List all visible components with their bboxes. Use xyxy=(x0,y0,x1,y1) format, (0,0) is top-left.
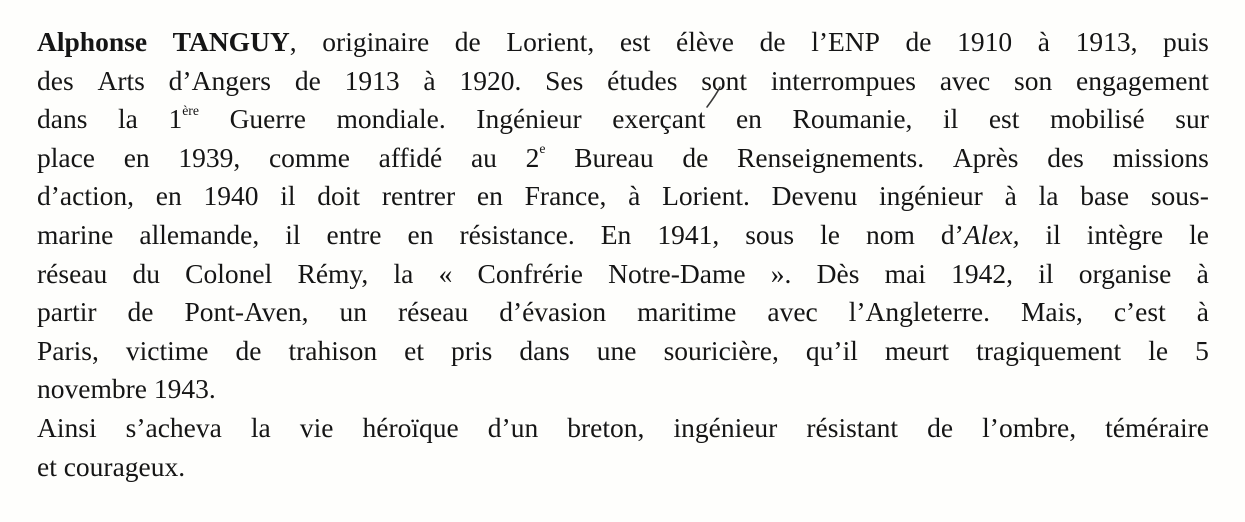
word: de xyxy=(235,334,262,366)
word: 1920. xyxy=(459,64,522,96)
word: meurt xyxy=(884,334,950,366)
text-line-9 xyxy=(37,332,1209,371)
word: mobilisé xyxy=(1049,103,1145,135)
word: breton, xyxy=(567,411,645,443)
word: à xyxy=(1196,257,1209,289)
word: base xyxy=(1080,180,1130,212)
author-last-name-group: TANGUY, xyxy=(172,26,297,57)
conclusion-line-1 xyxy=(37,409,1209,448)
word: est xyxy=(988,103,1020,135)
text-line-2 xyxy=(37,62,1209,101)
word: l’Angleterre. xyxy=(848,296,990,328)
word: souricière, xyxy=(663,334,779,366)
word: au xyxy=(470,141,497,173)
word: 1939, xyxy=(178,141,241,173)
word: 1941, xyxy=(657,218,720,250)
word: des xyxy=(37,64,74,96)
word: missions xyxy=(1112,141,1209,173)
word: de xyxy=(759,26,786,57)
word: rentrer xyxy=(381,180,456,212)
word: il xyxy=(280,180,296,212)
ordinal-second: 2e xyxy=(525,141,546,173)
word: l’ombre, xyxy=(982,411,1077,443)
word: avec xyxy=(939,64,991,96)
word: en xyxy=(735,103,762,135)
word: Guerre xyxy=(229,103,306,135)
word: Confrérie xyxy=(477,257,583,289)
word: Après xyxy=(952,141,1019,173)
alias-italic: Alex, xyxy=(963,218,1020,250)
word: des xyxy=(1047,141,1084,173)
word: de xyxy=(682,141,709,173)
word: la xyxy=(250,411,271,443)
word: la xyxy=(1038,180,1059,212)
word: de xyxy=(927,411,954,443)
word: en xyxy=(155,180,182,212)
word: Dès xyxy=(816,257,860,289)
word: il xyxy=(1045,218,1061,250)
word: Roumanie, xyxy=(792,103,913,135)
word: exerçant xyxy=(612,103,706,135)
word: nom xyxy=(865,218,915,250)
word: un xyxy=(339,296,367,328)
word: place xyxy=(37,141,96,173)
word: dans xyxy=(519,334,570,366)
word: Lorient, xyxy=(506,26,595,57)
word: il xyxy=(1038,257,1054,289)
word: trahison xyxy=(288,334,378,366)
word: le xyxy=(1189,218,1209,250)
word: Lorient. xyxy=(662,180,750,212)
word: Ainsi xyxy=(37,411,97,443)
word: et xyxy=(404,334,424,366)
word: mai xyxy=(884,257,926,289)
word: Devenu xyxy=(771,180,858,212)
word: de xyxy=(905,26,932,57)
word: Arts xyxy=(97,64,145,96)
word: à xyxy=(1004,180,1017,212)
word: « xyxy=(438,257,453,289)
text-line-7 xyxy=(37,255,1209,294)
word: Pont-Aven, xyxy=(184,296,309,328)
word: vie xyxy=(299,411,334,443)
conclusion-line-2-text: et courageux. xyxy=(37,450,186,482)
word: sous xyxy=(745,218,795,250)
word: pris xyxy=(451,334,493,366)
biography-text xyxy=(37,23,1209,486)
text-line-4 xyxy=(37,139,1209,178)
word: d’évasion xyxy=(499,296,607,328)
word: 5 xyxy=(1195,334,1209,366)
word: Colonel xyxy=(185,257,273,289)
word: la xyxy=(393,257,414,289)
word: Ses xyxy=(545,64,584,96)
word: de xyxy=(127,296,154,328)
word: la xyxy=(118,103,138,135)
word: marine xyxy=(37,218,114,250)
word: ingénieur xyxy=(878,180,983,212)
word: c’est xyxy=(1113,296,1166,328)
word: maritime xyxy=(637,296,737,328)
word: qu’il xyxy=(805,334,858,366)
ordinal-superscript: e xyxy=(539,141,546,157)
word: Notre-Dame xyxy=(608,257,746,289)
word: doit xyxy=(317,180,361,212)
author-last-name: TANGUY xyxy=(172,26,290,57)
text-line-8 xyxy=(37,293,1209,332)
word: sont xyxy=(701,64,748,96)
word: héroïque xyxy=(362,411,459,443)
word: allemande, xyxy=(139,218,260,250)
word: à xyxy=(1037,26,1050,57)
word: Bureau xyxy=(574,141,654,173)
word: il xyxy=(942,103,959,135)
word: 1913, xyxy=(1075,26,1138,57)
word: 1913 xyxy=(344,64,400,96)
word: sous- xyxy=(1150,180,1209,212)
text-line-5 xyxy=(37,177,1209,216)
word: résistant xyxy=(806,411,899,443)
word: réseau xyxy=(397,296,469,328)
word: affidé xyxy=(378,141,443,173)
word: en xyxy=(407,218,434,250)
word: entre xyxy=(326,218,382,250)
word: Paris, xyxy=(37,334,99,366)
word: Mais, xyxy=(1020,296,1083,328)
author-first-name: Alphonse xyxy=(37,26,148,57)
word: à xyxy=(628,180,641,212)
word: Renseignements. xyxy=(736,141,925,173)
word: de xyxy=(454,26,481,57)
word: téméraire xyxy=(1105,411,1209,443)
word: en xyxy=(476,180,503,212)
ordinal-superscript: ère xyxy=(182,102,199,118)
word: réseau xyxy=(37,257,108,289)
word: à xyxy=(423,64,436,96)
word: est xyxy=(619,26,651,57)
word: du xyxy=(132,257,160,289)
word: l’ENP xyxy=(811,26,880,57)
word: Ingénieur xyxy=(476,103,582,135)
word: intègre xyxy=(1086,218,1164,250)
word: résistance. xyxy=(459,218,575,250)
word: dans xyxy=(37,103,88,135)
word: ingénieur xyxy=(673,411,778,443)
word: engagement xyxy=(1076,64,1209,96)
word: mondiale. xyxy=(336,103,446,135)
text-line-1 xyxy=(37,23,1209,62)
word: il xyxy=(285,218,301,250)
word: 1942, xyxy=(951,257,1013,289)
word: le xyxy=(820,218,840,250)
word: partir xyxy=(37,296,97,328)
word: études xyxy=(607,64,678,96)
word: France, xyxy=(524,180,607,212)
word: une xyxy=(596,334,637,366)
word: originaire xyxy=(322,26,430,57)
word: victime xyxy=(125,334,209,366)
word: à xyxy=(1196,296,1209,328)
pen-stroke-mark xyxy=(698,84,728,110)
text-line-3 xyxy=(37,100,1209,139)
word: élève xyxy=(675,26,734,57)
word: 1910 xyxy=(957,26,1013,57)
word: interrompues xyxy=(770,64,916,96)
word: Rémy, xyxy=(297,257,369,289)
ordinal-first: 1ère xyxy=(168,102,199,135)
word: s’acheva xyxy=(125,411,222,443)
word: comme xyxy=(268,141,350,173)
word: En xyxy=(600,218,632,250)
word: 1940 xyxy=(203,180,259,212)
text-line-10-text: novembre 1943. xyxy=(37,373,216,405)
word: tragiquement xyxy=(976,334,1122,366)
word: avec xyxy=(767,296,818,328)
word: organise xyxy=(1078,257,1172,289)
word: puis xyxy=(1163,26,1209,57)
word: d’action, xyxy=(37,180,134,212)
word: son xyxy=(1014,64,1053,96)
word: sur xyxy=(1175,103,1209,135)
text-line-6 xyxy=(37,216,1209,255)
alias-name: d’Alex, xyxy=(940,218,1020,250)
word: de xyxy=(294,64,321,96)
word: le xyxy=(1148,334,1169,366)
conclusion-line-2 xyxy=(37,448,1209,487)
word: d’Angers xyxy=(168,64,272,96)
word: d’un xyxy=(487,411,539,443)
word: en xyxy=(123,141,150,173)
text-line-10 xyxy=(37,370,1209,409)
word: ». xyxy=(770,257,792,289)
